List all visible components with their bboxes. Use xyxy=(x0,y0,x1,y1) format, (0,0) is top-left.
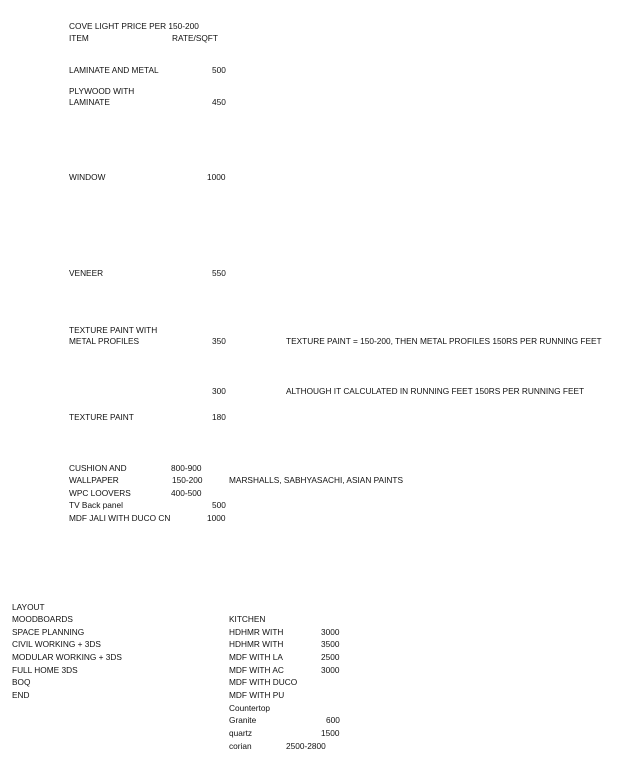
extra-item: WALLPAPER xyxy=(69,475,119,485)
kitchen-item: MDF WITH PU xyxy=(229,690,285,700)
kitchen-item: quartz xyxy=(229,728,253,738)
row-item-line2: METAL PROFILES xyxy=(69,336,140,346)
row-rate: 350 xyxy=(212,336,226,346)
kitchen-rate: 2500 xyxy=(321,652,340,662)
kitchen-rate: 3500 xyxy=(321,639,340,649)
extra-rate: 150-200 xyxy=(172,475,203,485)
row-item: VENEER xyxy=(69,268,104,278)
row-rate: 500 xyxy=(212,65,226,75)
kitchen-rate: 600 xyxy=(326,715,340,725)
kitchen-item: HDHMR WITH xyxy=(229,639,284,649)
kitchen-item: Countertop xyxy=(229,703,271,713)
kitchen-item: Granite xyxy=(229,715,257,725)
row-note: TEXTURE PAINT = 150-200, THEN METAL PROFILES 150RS PER RUNNING FEET xyxy=(286,336,602,346)
kitchen-rate: 1500 xyxy=(321,728,340,738)
extra-item: CUSHION AND xyxy=(69,463,127,473)
kitchen-rate: 2500-2800 xyxy=(286,741,326,751)
row-item: WINDOW xyxy=(69,172,106,182)
row-item: TEXTURE PAINT xyxy=(69,412,134,422)
extra-rate: 800-900 xyxy=(171,463,202,473)
row-note: ALTHOUGH IT CALCULATED IN RUNNING FEET 150RS PER RUNNING FEET xyxy=(286,386,585,396)
extra-note: MARSHALLS, SABHYASACHI, ASIAN PAINTS xyxy=(229,475,403,485)
service-item: CIVIL WORKING + 3DS xyxy=(12,639,101,649)
cove-light-heading: COVE LIGHT PRICE PER 150-200 xyxy=(69,21,199,31)
kitchen-item: MDF WITH AC xyxy=(229,665,284,675)
kitchen-title: KITCHEN xyxy=(229,614,266,624)
service-item: MOODBOARDS xyxy=(12,614,73,624)
row-item: TEXTURE PAINT WITH xyxy=(69,325,158,335)
row-rate: 550 xyxy=(212,268,226,278)
extra-rate: 1000 xyxy=(207,513,226,523)
kitchen-item: MDF WITH LA xyxy=(229,652,283,662)
row-rate: 450 xyxy=(212,97,226,107)
service-item: FULL HOME 3DS xyxy=(12,665,78,675)
kitchen-item: corian xyxy=(229,741,252,751)
row-item: PLYWOOD WITH xyxy=(69,86,135,96)
row-item: LAMINATE AND METAL xyxy=(69,65,159,75)
rate-column-header: RATE/SQFT xyxy=(172,33,218,43)
row-item-line2: LAMINATE xyxy=(69,97,110,107)
service-item: BOQ xyxy=(12,677,31,687)
item-column-header: ITEM xyxy=(69,33,89,43)
extra-rate: 500 xyxy=(212,500,226,510)
service-item: END xyxy=(12,690,30,700)
service-item: SPACE PLANNING xyxy=(12,627,85,637)
service-item: MODULAR WORKING + 3DS xyxy=(12,652,122,662)
extra-item: MDF JALI WITH DUCO CN xyxy=(69,513,171,523)
row-rate: 180 xyxy=(212,412,226,422)
service-item: LAYOUT xyxy=(12,602,45,612)
kitchen-item: HDHMR WITH xyxy=(229,627,284,637)
row-rate: 300 xyxy=(212,386,226,396)
extra-rate: 400-500 xyxy=(171,488,202,498)
extra-item: TV Back panel xyxy=(69,500,123,510)
kitchen-rate: 3000 xyxy=(321,665,340,675)
kitchen-item: MDF WITH DUCO xyxy=(229,677,298,687)
extra-item: WPC LOOVERS xyxy=(69,488,131,498)
kitchen-rate: 3000 xyxy=(321,627,340,637)
row-rate: 1000 xyxy=(207,172,226,182)
